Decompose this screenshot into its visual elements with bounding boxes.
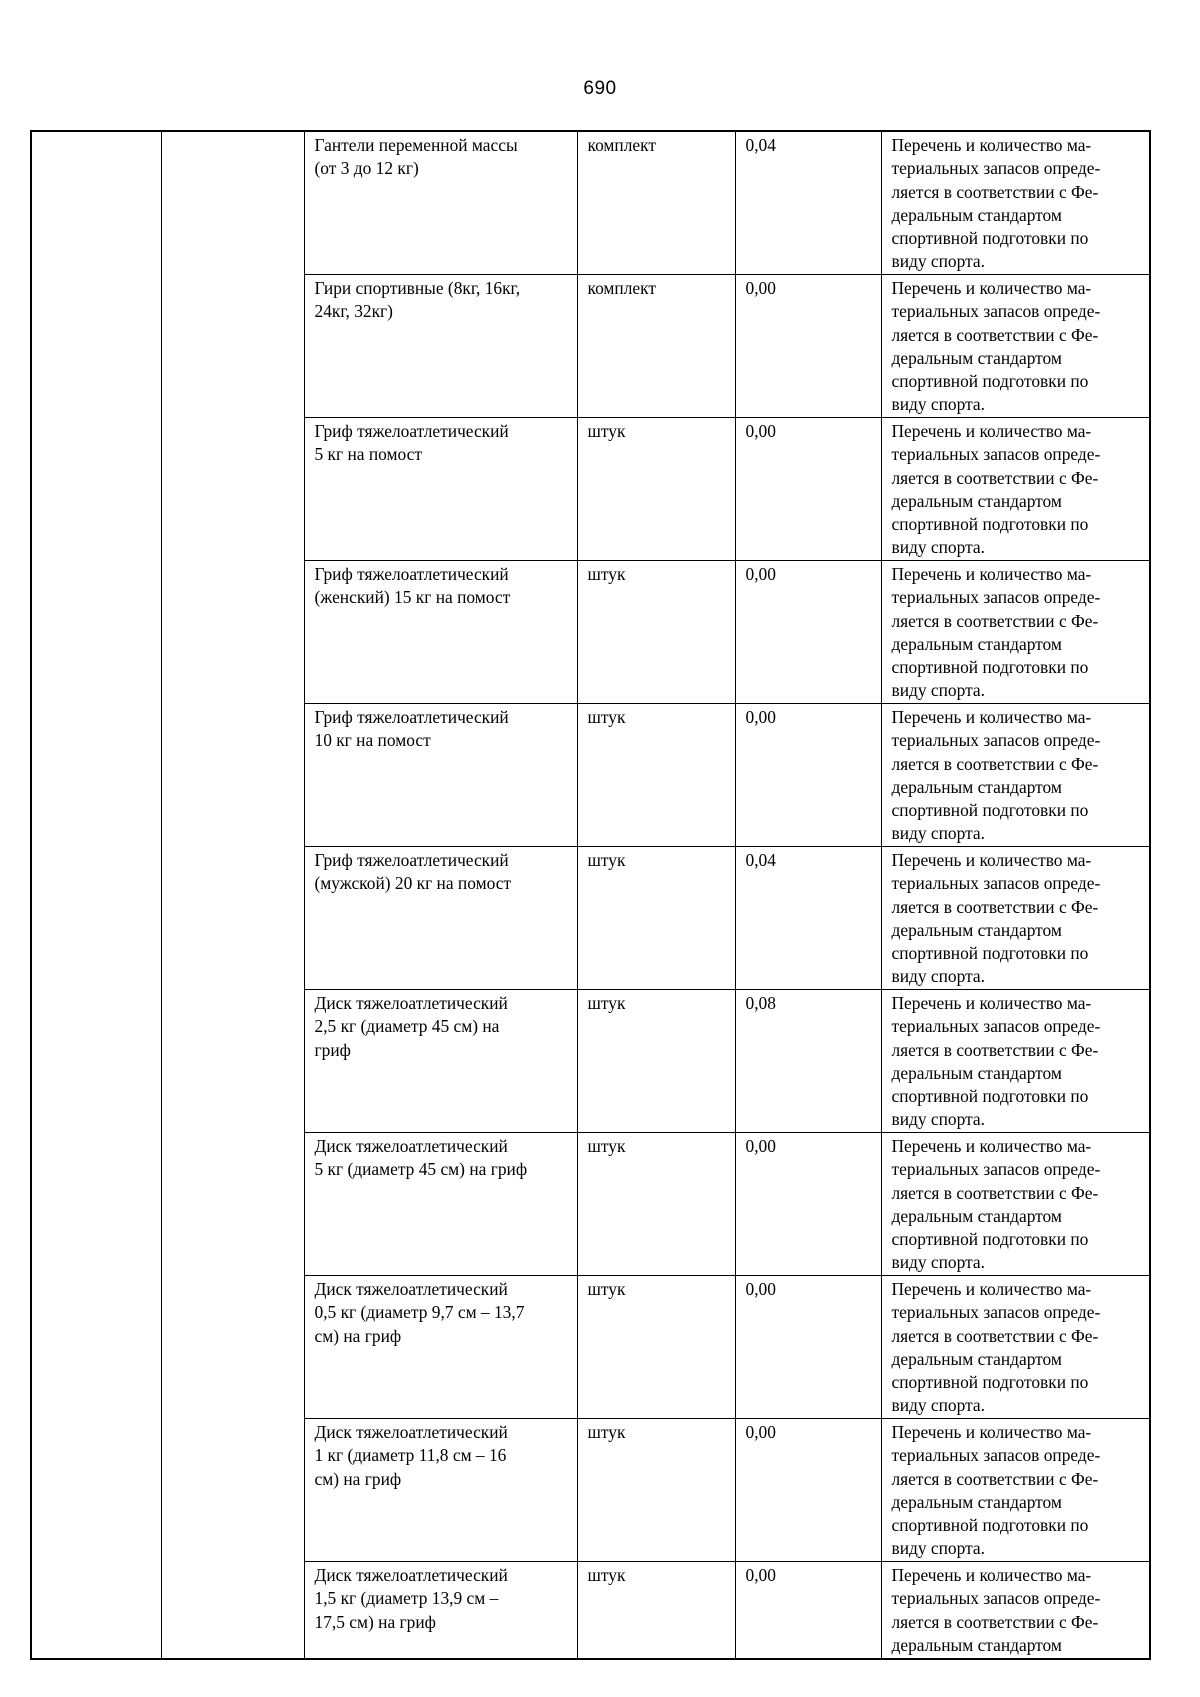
quantity-cell <box>735 131 881 275</box>
item-note: Перечень и количество ма- териальных запасов опреде- ляется в соответствии с Фе- деральным стандартом <box>891 1565 1101 1655</box>
item-name: Диск тяжелоатлетический 1 кг (диаметр 11,8 см – 16 см) на гриф <box>314 1422 508 1489</box>
item-note: Перечень и количество ма- териальных запасов опреде- ляется в соответствии с Фе- деральным стандартом спортивной подготовки по виду спорта. <box>891 564 1101 701</box>
item-note: Перечень и количество ма- териальных запасов опреде- ляется в соответствии с Фе- деральным стандартом спортивной подготовки по виду спорта. <box>891 421 1101 558</box>
item-name: Диск тяжелоатлетический 2,5 кг (диаметр 45 см) на гриф <box>314 993 508 1060</box>
item-name-cell <box>304 275 577 418</box>
item-name-cell <box>304 990 577 1133</box>
item-unit: штук <box>587 421 626 441</box>
item-name: Гриф тяжелоатлетический 10 кг на помост <box>314 707 509 751</box>
item-note: Перечень и количество ма- териальных запасов опреде- ляется в соответствии с Фе- деральным стандартом спортивной подготовки по виду спорта. <box>891 1279 1101 1416</box>
unit-cell <box>577 847 735 990</box>
quantity-cell <box>735 1133 881 1276</box>
item-unit: штук <box>587 1422 626 1442</box>
item-name: Диск тяжелоатлетический 1,5 кг (диаметр 13,9 см – 17,5 см) на гриф <box>314 1565 508 1632</box>
item-name: Гриф тяжелоатлетический 5 кг на помост <box>314 421 509 465</box>
unit-cell <box>577 990 735 1133</box>
item-name-cell <box>304 1419 577 1562</box>
quantity-cell <box>735 990 881 1133</box>
note-cell <box>881 561 1150 704</box>
item-note: Перечень и количество ма- териальных запасов опреде- ляется в соответствии с Фе- деральным стандартом спортивной подготовки по виду спорта. <box>891 993 1101 1130</box>
unit-cell <box>577 561 735 704</box>
item-name-cell <box>304 847 577 990</box>
quantity-cell <box>735 418 881 561</box>
item-name-cell <box>304 1276 577 1419</box>
item-name-cell <box>304 1133 577 1276</box>
note-cell <box>881 704 1150 847</box>
note-cell <box>881 847 1150 990</box>
item-name-cell <box>304 561 577 704</box>
quantity-cell <box>735 847 881 990</box>
item-quantity: 0,00 <box>745 1565 776 1585</box>
quantity-cell <box>735 1276 881 1419</box>
empty-column-2 <box>161 131 304 1659</box>
item-note: Перечень и количество ма- териальных запасов опреде- ляется в соответствии с Фе- деральным стандартом спортивной подготовки по виду спорта. <box>891 850 1101 987</box>
quantity-cell <box>735 704 881 847</box>
item-quantity: 0,00 <box>745 707 776 727</box>
item-name-cell <box>304 1562 577 1660</box>
unit-cell <box>577 1276 735 1419</box>
note-cell <box>881 131 1150 275</box>
item-unit: штук <box>587 1565 626 1585</box>
item-note: Перечень и количество ма- териальных запасов опреде- ляется в соответствии с Фе- деральным стандартом спортивной подготовки по виду спорта. <box>891 278 1101 415</box>
item-name-cell <box>304 704 577 847</box>
note-cell <box>881 1419 1150 1562</box>
item-note: Перечень и количество ма- териальных запасов опреде- ляется в соответствии с Фе- деральным стандартом спортивной подготовки по виду спорта. <box>891 707 1101 844</box>
unit-cell <box>577 1133 735 1276</box>
item-name-cell <box>304 131 577 275</box>
item-unit: комплект <box>587 278 656 298</box>
item-unit: штук <box>587 850 626 870</box>
unit-cell <box>577 275 735 418</box>
item-quantity: 0,00 <box>745 421 776 441</box>
item-unit: штук <box>587 564 626 584</box>
quantity-cell <box>735 1562 881 1660</box>
item-unit: штук <box>587 1279 626 1299</box>
item-name: Гири спортивные (8кг, 16кг, 24кг, 32кг) <box>314 278 521 322</box>
unit-cell <box>577 1562 735 1660</box>
item-quantity: 0,00 <box>745 278 776 298</box>
equipment-table-body <box>31 131 1150 1659</box>
quantity-cell <box>735 275 881 418</box>
item-unit: штук <box>587 993 626 1013</box>
quantity-cell <box>735 1419 881 1562</box>
note-cell <box>881 418 1150 561</box>
table-row <box>31 131 1150 275</box>
item-quantity: 0,04 <box>745 135 776 155</box>
note-cell <box>881 275 1150 418</box>
item-quantity: 0,04 <box>745 850 776 870</box>
unit-cell <box>577 1419 735 1562</box>
item-name: Гантели переменной массы (от 3 до 12 кг) <box>314 135 518 179</box>
note-cell <box>881 1562 1150 1660</box>
note-cell <box>881 990 1150 1133</box>
item-note: Перечень и количество ма- териальных запасов опреде- ляется в соответствии с Фе- деральным стандартом спортивной подготовки по виду спорта. <box>891 1422 1101 1559</box>
item-note: Перечень и количество ма- териальных запасов опреде- ляется в соответствии с Фе- деральным стандартом спортивной подготовки по виду спорта. <box>891 135 1101 272</box>
item-unit: комплект <box>587 135 656 155</box>
item-quantity: 0,00 <box>745 564 776 584</box>
item-unit: штук <box>587 1136 626 1156</box>
item-unit: штук <box>587 707 626 727</box>
quantity-cell <box>735 561 881 704</box>
item-name-cell <box>304 418 577 561</box>
item-name: Диск тяжелоатлетический 5 кг (диаметр 45 см) на гриф <box>314 1136 528 1180</box>
item-quantity: 0,00 <box>745 1422 776 1442</box>
unit-cell <box>577 704 735 847</box>
unit-cell <box>577 418 735 561</box>
item-name: Гриф тяжелоатлетический (мужской) 20 кг на помост <box>314 850 512 894</box>
item-quantity: 0,08 <box>745 993 776 1013</box>
item-name: Диск тяжелоатлетический 0,5 кг (диаметр 9,7 см – 13,7 см) на гриф <box>314 1279 525 1346</box>
empty-column-1 <box>31 131 161 1659</box>
item-name: Гриф тяжелоатлетический (женский) 15 кг на помост <box>314 564 511 608</box>
equipment-table <box>30 130 1151 1660</box>
item-quantity: 0,00 <box>745 1279 776 1299</box>
unit-cell <box>577 131 735 275</box>
item-quantity: 0,00 <box>745 1136 776 1156</box>
page-number: 690 <box>583 78 617 99</box>
item-note: Перечень и количество ма- териальных запасов опреде- ляется в соответствии с Фе- деральным стандартом спортивной подготовки по виду спорта. <box>891 1136 1101 1273</box>
note-cell <box>881 1276 1150 1419</box>
note-cell <box>881 1133 1150 1276</box>
